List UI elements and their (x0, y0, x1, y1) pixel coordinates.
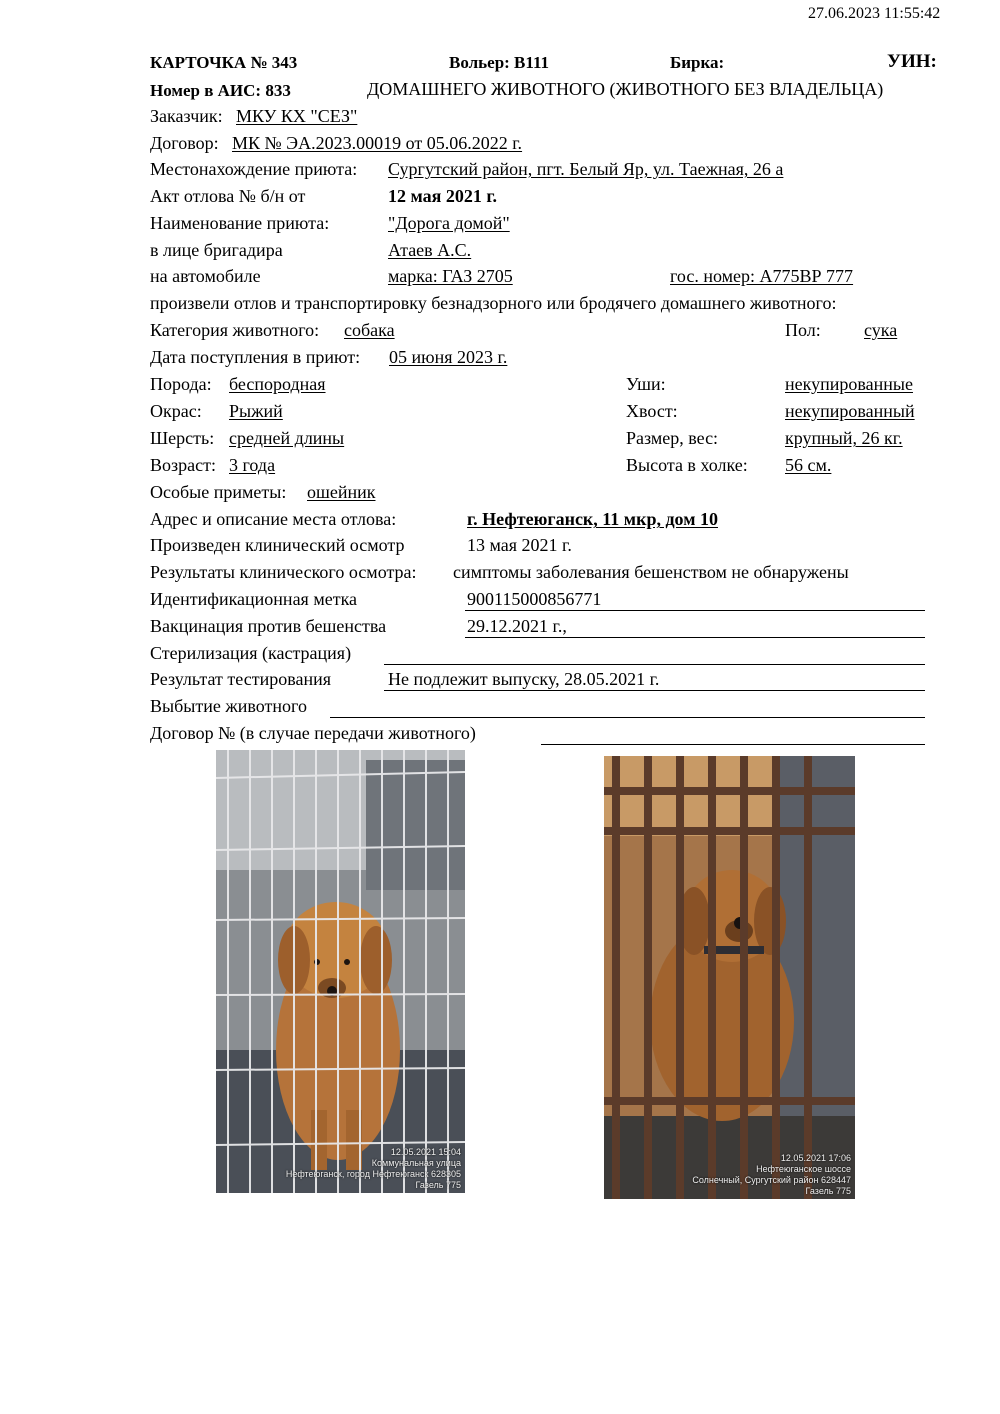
photo1-stamp-city: Нефтеюганск, город Нефтеюганск 628305 (285, 1169, 461, 1179)
contract-label: Договор: (150, 133, 219, 153)
breed-label: Порода: (150, 374, 212, 394)
tail-value: некупированный (785, 401, 915, 421)
arrival-date-value: 05 июня 2023 г. (389, 347, 508, 367)
transfer-contract-line (541, 744, 925, 745)
category-value: собака (344, 320, 395, 340)
uin-label: УИН: (887, 51, 937, 72)
departure-line (330, 717, 925, 718)
special-marks-label: Особые приметы: (150, 482, 287, 502)
shelter-name-value: "Дорога домой" (388, 213, 510, 233)
vehicle-plate: гос. номер: А775ВР 777 (670, 266, 854, 286)
height-value: 56 см. (785, 455, 832, 475)
photo2-stamp-street: Нефтеюганское шоссе (756, 1164, 851, 1174)
test-result-value: Не подлежит выпуску, 28.05.2021 г. (388, 669, 660, 689)
vehicle-brand: марка: ГАЗ 2705 (388, 266, 513, 286)
capture-address-value: г. Нефтеюганск, 11 мкр, дом 10 (467, 509, 718, 529)
breed-value: беспородная (229, 374, 326, 394)
vehicle-label: на автомобиле (150, 266, 261, 286)
shelter-location-value: Сургутский район, пгт. Белый Яр, ул. Таежная, 26 а (388, 159, 784, 179)
id-tag-label: Идентификационная метка (150, 589, 358, 609)
tag-label: Бирка: (670, 53, 725, 72)
photo1-stamp-street: Коммунальная улица (371, 1158, 461, 1168)
clinical-exam-value: 13 мая 2021 г. (467, 535, 572, 555)
sex-label: Пол: (785, 320, 821, 340)
transfer-contract-label: Договор № (в случае передачи животного) (150, 723, 476, 743)
capture-address-label: Адрес и описание места отлова: (150, 509, 397, 529)
vaccination-line (465, 637, 925, 638)
photo2-stamp-vehicle: Газель 775 (805, 1186, 851, 1196)
size-weight-value: крупный, 26 кг. (785, 428, 903, 448)
tail-label: Хвост: (626, 401, 678, 421)
enclosure-number: Вольер: В111 (449, 53, 550, 72)
age-value: 3 года (229, 455, 276, 475)
ears-value: некупированные (785, 374, 913, 394)
departure-label: Выбытие животного (150, 696, 307, 716)
ais-number: Номер в АИС: 833 (150, 81, 291, 100)
photo2-stamp (692, 1153, 851, 1197)
foreman-label: в лице бригадира (150, 240, 283, 260)
customer-value: МКУ КХ "СЕЗ" (236, 106, 358, 126)
vaccination-label: Вакцинация против бешенства (150, 616, 387, 636)
age-label: Возраст: (150, 455, 216, 475)
capture-statement: произвели отлов и транспортировку безнадзорного или бродячего домашнего животного: (150, 293, 837, 313)
dog-photo-cage (216, 750, 465, 1193)
vaccination-value: 29.12.2021 г., (467, 616, 567, 636)
capture-act-date: 12 мая 2021 г. (388, 186, 498, 206)
foreman-value: Атаев А.С. (388, 240, 472, 260)
capture-act-label: Акт отлова № б/н от (150, 186, 306, 206)
category-label: Категория животного: (150, 320, 320, 340)
size-weight-label: Размер, вес: (626, 428, 719, 448)
sex-value: сука (864, 320, 898, 340)
id-tag-line (465, 610, 925, 611)
id-tag-value: 900115000856771 (467, 589, 602, 609)
ears-label: Уши: (626, 374, 666, 394)
test-result-label: Результат тестирования (150, 669, 331, 689)
customer-label: Заказчик: (150, 106, 223, 126)
coat-value: средней длины (229, 428, 345, 448)
shelter-name-label: Наименование приюта: (150, 213, 330, 233)
color-label: Окрас: (150, 401, 202, 421)
photo2-stamp-city: Солнечный, Сургутский район 628447 (692, 1175, 851, 1185)
print-datetime: 27.06.2023 11:55:42 (808, 5, 941, 22)
shelter-location-label: Местонахождение приюта: (150, 159, 358, 179)
photo1-stamp-datetime: 12.05.2021 15:04 (390, 1147, 461, 1157)
photo1-stamp-vehicle: Газель 775 (415, 1180, 461, 1190)
card-number: КАРТОЧКА № 343 (150, 53, 298, 72)
coat-label: Шерсть: (150, 428, 215, 448)
test-result-line (384, 690, 925, 691)
card-subtitle: ДОМАШНЕГО ЖИВОТНОГО (ЖИВОТНОГО БЕЗ ВЛАДЕЛЬЦА) (367, 79, 884, 99)
color-value: Рыжий (229, 401, 283, 421)
arrival-date-label: Дата поступления в приют: (150, 347, 361, 367)
photo1-stamp (286, 1147, 461, 1191)
clinical-results-label: Результаты клинического осмотра: (150, 562, 417, 582)
height-label: Высота в холке: (626, 455, 748, 475)
clinical-exam-label: Произведен клинический осмотр (150, 535, 405, 555)
sterilization-line (384, 664, 925, 665)
sterilization-label: Стерилизация (кастрация) (150, 643, 352, 663)
clinical-results-value: симптомы заболевания бешенством не обнаружены (453, 562, 849, 582)
contract-value: МК № ЭА.2023.00019 от 05.06.2022 г. (232, 133, 523, 153)
photo2-stamp-datetime: 12.05.2021 17:06 (780, 1153, 851, 1163)
dog-photo-enclosure (604, 756, 855, 1199)
special-marks-value: ошейник (307, 482, 376, 502)
